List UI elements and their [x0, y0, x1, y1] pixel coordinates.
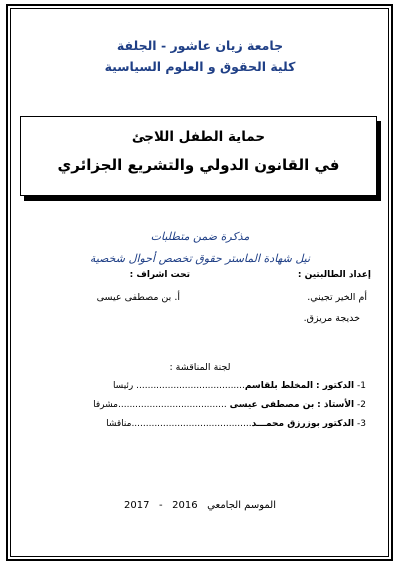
member-role: رئيسا	[112, 381, 134, 391]
member-title: الدكتور :	[316, 381, 355, 391]
season-label: الموسم الجامعي	[207, 500, 276, 511]
member-role: مشرفا	[93, 400, 118, 410]
member-dots: ......................................	[136, 381, 245, 391]
memo-requirement: مذكرة ضمن متطلبات	[150, 230, 250, 243]
thesis-title-line1: حماية الطفل اللاجئ	[131, 129, 266, 145]
committee-member-1	[113, 381, 366, 391]
member-index: 3-	[357, 419, 366, 429]
student-name-1: أم الخير تجيني.	[307, 292, 367, 303]
member-name: بوزرزق محمـــد	[251, 419, 320, 429]
member-dots: ......................................	[118, 400, 227, 410]
committee-heading: لجنة المناقشة :	[169, 362, 231, 373]
memo-degree: نيل شهادة الماستر حقوق تخصص أحوال شخصية	[89, 252, 311, 265]
season-year-end: 2017	[124, 500, 150, 511]
university-name: جامعة زيان عاشور - الجلفة	[116, 38, 284, 53]
thesis-title-box	[20, 116, 377, 196]
prepared-by-label: إعداد الطالبتين :	[297, 270, 371, 280]
member-name: بن مصطفى عيسى	[229, 400, 315, 410]
supervisor-label: تحت اشراف :	[129, 270, 190, 280]
committee-member-2	[93, 400, 366, 410]
student-name-2: خديجة مريزق.	[303, 313, 360, 324]
member-title: الأستاذ :	[317, 400, 355, 410]
member-dots: ..........................................	[131, 419, 252, 429]
season-separator: -	[159, 500, 163, 511]
page-border-inner	[10, 8, 389, 557]
faculty-name: كلية الحقوق و العلوم السياسية	[104, 59, 296, 74]
member-index: 2-	[357, 400, 366, 410]
member-role: مناقشا	[106, 419, 132, 429]
member-index: 1-	[357, 381, 366, 391]
supervisor-name: أ. بن مصطفى عيسى	[96, 292, 180, 303]
committee-member-3	[106, 419, 366, 429]
academic-season	[0, 500, 400, 511]
member-title: الدكتور	[322, 419, 355, 429]
thesis-title-line2: في القانون الدولي والتشريع الجزائري	[57, 156, 340, 174]
season-year-start: 2016	[172, 500, 198, 511]
member-name: المخلط بلقاسم	[244, 381, 314, 391]
